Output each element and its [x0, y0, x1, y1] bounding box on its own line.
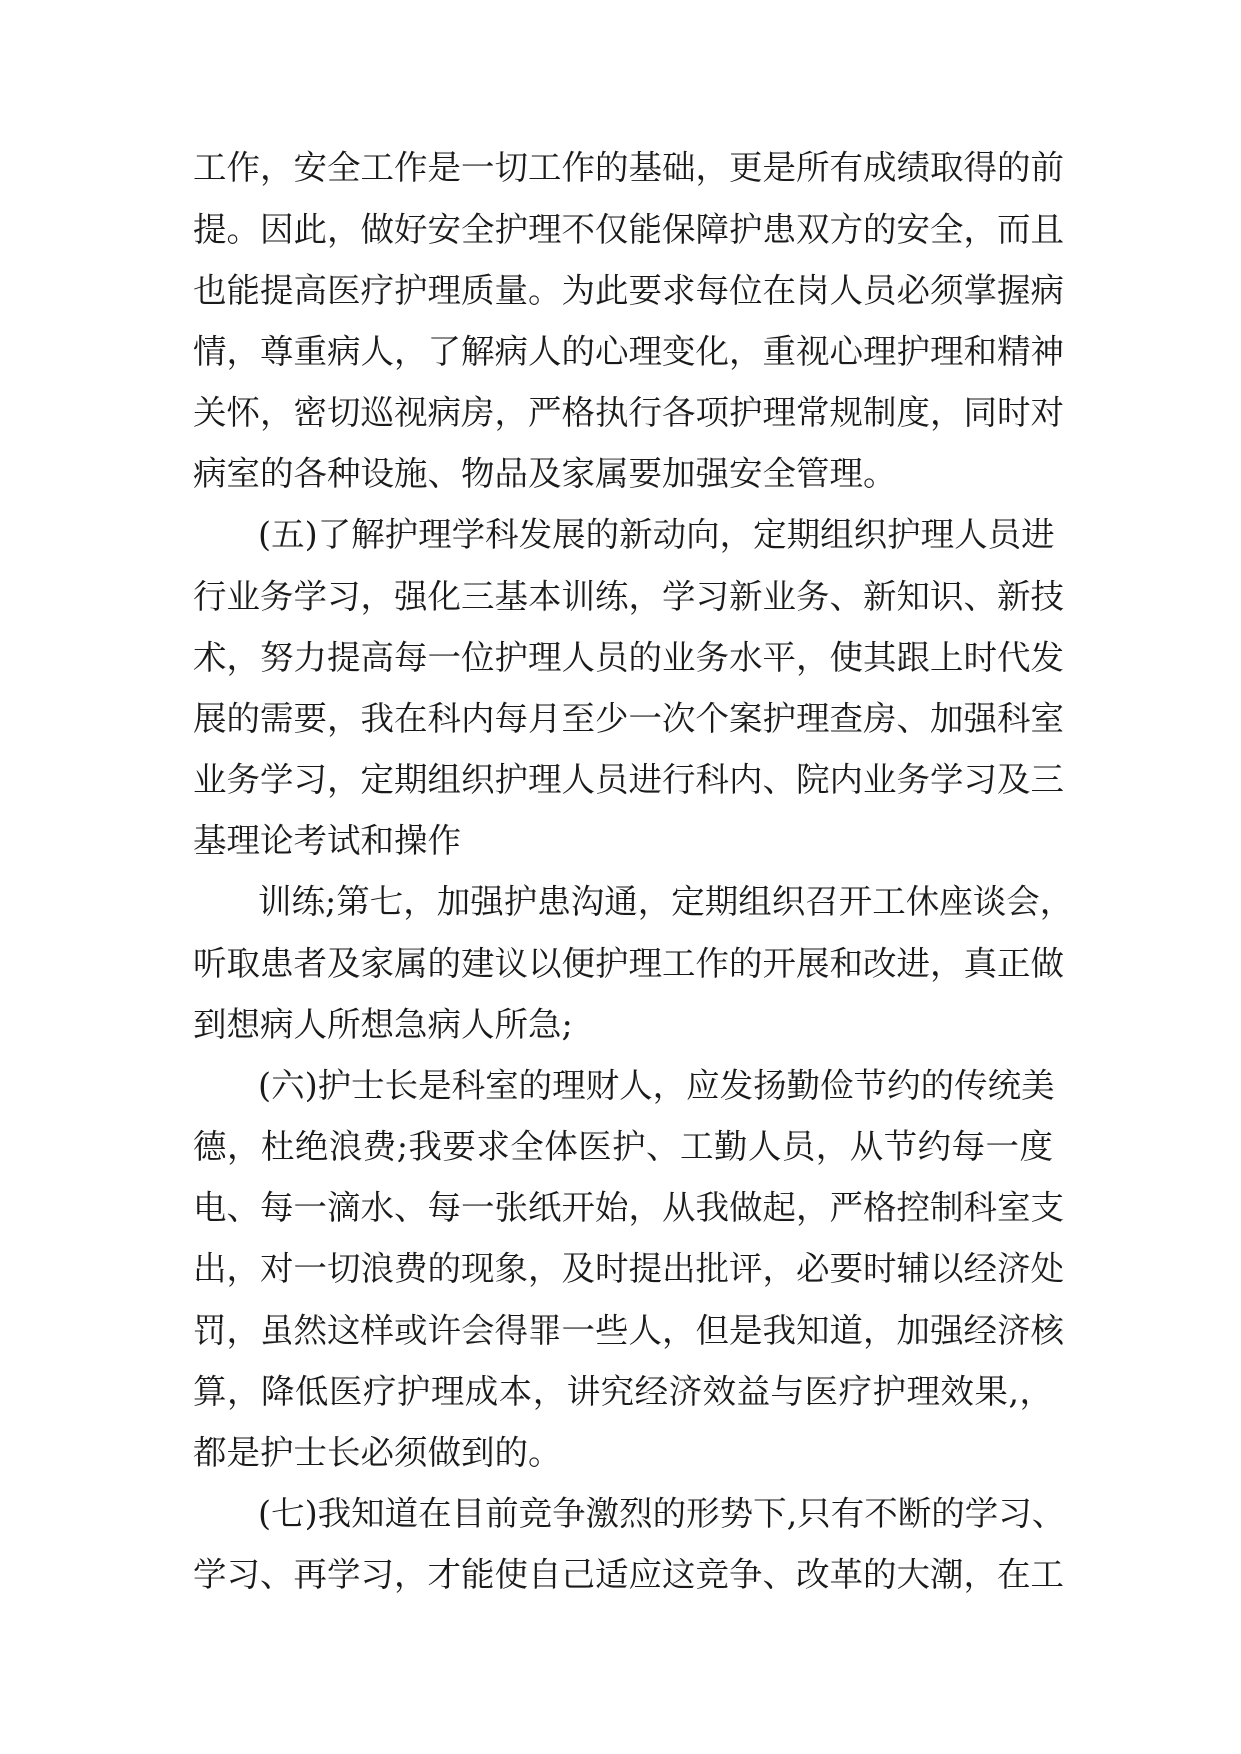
paragraph-start-line: (五)了解护理学科发展的新动向，定期组织护理人员进 [258, 515, 1055, 554]
text-line: 工作，安全工作是一切工作的基础，更是所有成绩取得的前 [193, 148, 1064, 187]
text-line: 情，尊重病人，了解病人的心理变化，重视心理护理和精神 [193, 332, 1064, 371]
text-line: 都是护士长必须做到的。 [193, 1433, 562, 1472]
text-line: 术，努力提高每一位护理人员的业务水平，使其跟上时代发 [193, 638, 1064, 677]
text-line: 也能提高医疗护理质量。为此要求每位在岗人员必须掌握病 [193, 271, 1064, 310]
text-line: 出，对一切浪费的现象，及时提出批评，必要时辅以经济处 [193, 1249, 1064, 1288]
paragraph-start-line: (七)我知道在目前竞争激烈的形势下,只有不断的学习、 [258, 1494, 1066, 1533]
text-line: 电、每一滴水、每一张纸开始，从我做起，严格控制科室支 [193, 1188, 1064, 1227]
text-line: 到想病人所想急病人所急; [193, 1005, 573, 1044]
text-line: 德，杜绝浪费;我要求全体医护、工勤人员，从节约每一度 [193, 1127, 1053, 1166]
text-line: 听取患者及家属的建议以便护理工作的开展和改进，真正做 [193, 944, 1064, 983]
paragraph-start-line: 训练;第七，加强护患沟通，定期组织召开工休座谈会， [258, 882, 1074, 921]
text-line: 基理论考试和操作 [193, 821, 461, 860]
paragraph-start-line: (六)护士长是科室的理财人，应发扬勤俭节约的传统美 [258, 1066, 1055, 1105]
text-line: 罚，虽然这样或许会得罪一些人，但是我知道，加强经济核 [193, 1311, 1064, 1350]
text-line: 行业务学习，强化三基本训练，学习新业务、新知识、新技 [193, 577, 1064, 616]
text-line: 算，降低医疗护理成本，讲究经济效益与医疗护理效果,， [193, 1372, 1053, 1411]
text-line: 关怀，密切巡视病房，严格执行各项护理常规制度，同时对 [193, 393, 1064, 432]
text-line: 病室的各种设施、物品及家属要加强安全管理。 [193, 454, 897, 493]
text-line: 展的需要，我在科内每月至少一次个案护理查房、加强科室 [193, 699, 1064, 738]
text-line: 学习、再学习，才能使自己适应这竞争、改革的大潮，在工 [193, 1555, 1064, 1594]
text-line: 业务学习，定期组织护理人员进行科内、院内业务学习及三 [193, 760, 1064, 799]
text-line: 提。因此，做好安全护理不仅能保障护患双方的安全，而且 [193, 210, 1064, 249]
